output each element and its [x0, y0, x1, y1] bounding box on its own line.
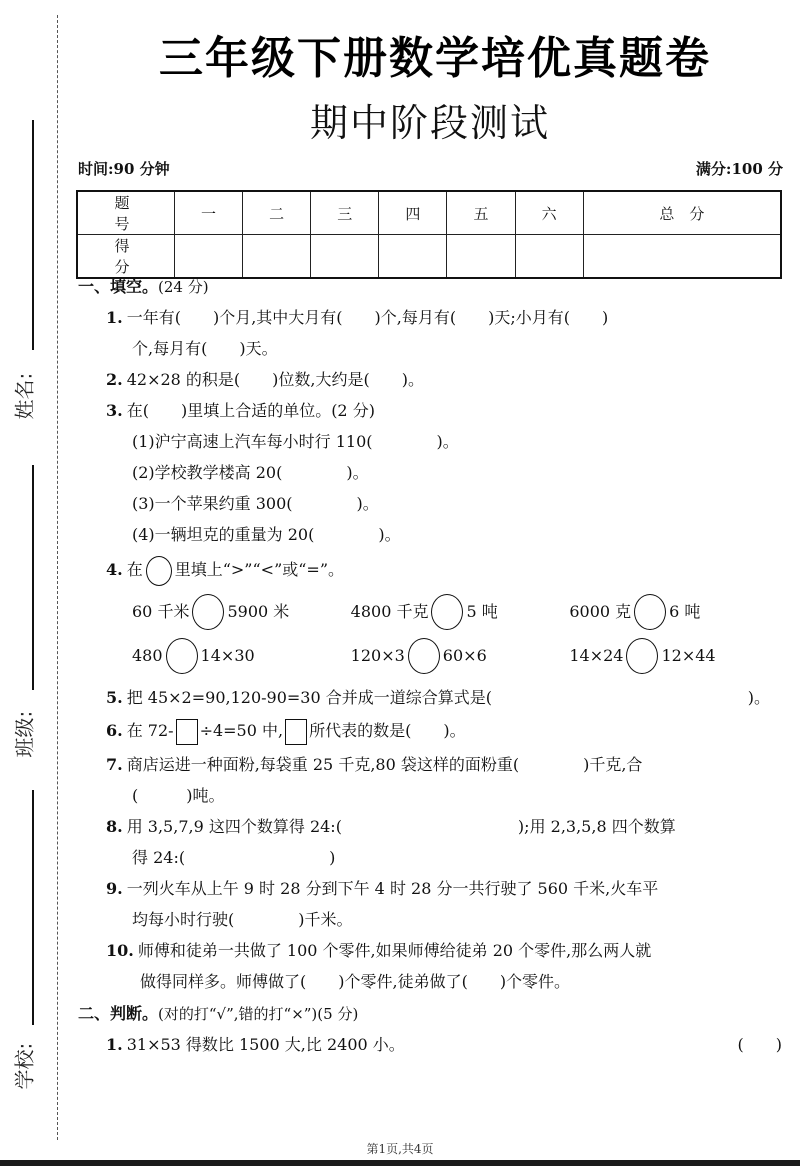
question-number: 3. — [106, 401, 123, 420]
score-table-cell: 得 分 — [77, 235, 175, 279]
comparison-answer-circle[interactable] — [166, 638, 198, 674]
question-6 — [78, 713, 788, 749]
question-number: 2. — [106, 370, 123, 389]
score-table-cell: 三 — [311, 191, 379, 235]
comparison-item — [569, 590, 788, 634]
answer-paren-close: )。 — [747, 688, 770, 707]
bottom-bar — [0, 1160, 800, 1166]
question-text: 一列火车从上午 9 时 28 分到下午 4 时 28 分一共行驶了 560 千米,火车平 — [126, 879, 659, 898]
comparison-left: 60 千米 — [132, 602, 190, 621]
comparison-right: 12×44 — [661, 646, 716, 665]
comparison-left: 4800 千克 — [350, 602, 429, 621]
question-text: 31×53 得数比 1500 大,比 2400 小。 — [126, 1035, 405, 1054]
question-1 — [78, 302, 788, 333]
question-10 — [78, 935, 788, 966]
score-table-cell: 五 — [447, 191, 515, 235]
question-1-cont — [78, 333, 788, 364]
comparison-right: 60×6 — [442, 646, 487, 665]
question-number: 8. — [106, 817, 123, 836]
score-table-cell: 六 — [515, 191, 583, 235]
question-text: 用 3,5,7,9 这四个数算得 24:( );用 2,3,5,8 四个数算 — [126, 817, 676, 836]
binding-dash-line — [57, 15, 58, 1140]
class-blank-line-lower — [32, 790, 34, 1025]
question-text: 在 — [126, 560, 143, 579]
question-number: 10. — [106, 941, 134, 960]
question-number: 5. — [106, 688, 123, 707]
comparison-row-2 — [78, 634, 788, 678]
comparison-item — [351, 590, 570, 634]
question-number: 1. — [106, 308, 123, 327]
comparison-answer-circle[interactable] — [408, 638, 440, 674]
comparison-answer-circle[interactable] — [431, 594, 463, 630]
question-text: 一年有( )个月,其中大月有( )个,每月有( )天;小月有( ) — [126, 308, 609, 327]
comparison-left: 480 — [132, 646, 163, 665]
section-1-points: (24 分) — [158, 278, 209, 296]
comparison-right: 5900 米 — [227, 602, 290, 621]
section-1-heading — [78, 272, 788, 302]
question-3-item-4: (4)一辆坦克的重量为 20( )。 — [132, 525, 401, 544]
school-label: 学校: — [12, 1042, 37, 1090]
unknown-box-icon — [285, 719, 307, 745]
question-3-item-3: (3)一个苹果约重 300( )。 — [132, 494, 379, 513]
question-text: 在 72- — [126, 721, 174, 740]
comparison-circle-icon — [146, 556, 172, 586]
question-text: 42×28 的积是( )位数,大约是( )。 — [126, 370, 424, 389]
question-7 — [78, 749, 788, 780]
comparison-left: 14×24 — [569, 646, 624, 665]
question-text: 里填上“>”“<”或“=”。 — [174, 560, 345, 579]
question-number: 7. — [106, 755, 123, 774]
score-table-header-row — [77, 191, 781, 235]
question-3-item-1: (1)沪宁高速上汽车每小时行 110( )。 — [132, 432, 459, 451]
exam-meta-row — [78, 158, 783, 179]
section-2-heading — [78, 999, 788, 1029]
section-2-note: (对的打“√”,错的打“×”)(5 分) — [158, 1005, 359, 1023]
exam-full-score: 满分:100 分 — [695, 160, 783, 178]
exam-time: 时间:90 分钟 — [78, 160, 170, 178]
question-4 — [78, 550, 788, 590]
question-9-cont: 均每小时行驶( )千米。 — [132, 910, 353, 929]
question-8 — [78, 811, 788, 842]
question-text: 把 45×2=90,120-90=30 合并成一道综合算式是( — [126, 688, 492, 707]
question-text: 师傅和徒弟一共做了 100 个零件,如果师傅给徒弟 20 个零件,那么两人就 — [137, 941, 652, 960]
unknown-box-icon — [176, 719, 198, 745]
question-text: 所代表的数是( )。 — [309, 721, 466, 740]
question-number: 9. — [106, 879, 123, 898]
question-9 — [78, 873, 788, 904]
question-text: 在( )里填上合适的单位。(2 分) — [126, 401, 375, 420]
score-table-cell: 四 — [379, 191, 447, 235]
score-table-cell: 二 — [243, 191, 311, 235]
comparison-left: 6000 克 — [569, 602, 632, 621]
name-blank-line — [32, 120, 34, 350]
comparison-answer-circle[interactable] — [634, 594, 666, 630]
question-text: 个,每月有( )天。 — [132, 339, 278, 358]
comparison-item — [132, 590, 351, 634]
comparison-left: 120×3 — [350, 646, 405, 665]
comparison-right: 14×30 — [200, 646, 255, 665]
class-label: 班级: — [12, 710, 37, 758]
question-8-cont: 得 24:( ) — [132, 848, 336, 867]
question-number: 1. — [106, 1035, 123, 1054]
question-2 — [78, 364, 788, 395]
comparison-row-1 — [78, 590, 788, 634]
comparison-item — [132, 634, 351, 678]
comparison-right: 6 吨 — [669, 602, 701, 621]
exam-subtitle: 期中阶段测试 — [309, 101, 550, 145]
score-table — [76, 190, 782, 279]
section-2-title: 二、判断。 — [78, 1004, 159, 1023]
question-number: 4. — [106, 560, 123, 579]
page-indicator: 第1页,共4页 — [366, 1142, 434, 1156]
exam-title: 三年级下册数学培优真题卷 — [159, 33, 711, 84]
score-table-cell: 总 分 — [583, 191, 781, 235]
comparison-item — [569, 634, 788, 678]
question-10-cont: 做得同样多。师傅做了( )个零件,徒弟做了( )个零件。 — [140, 972, 571, 991]
question-7-cont: ( )吨。 — [132, 786, 225, 805]
question-3-item-2: (2)学校教学楼高 20( )。 — [132, 463, 369, 482]
question-text: ÷4=50 中, — [199, 721, 284, 740]
judge-question-1 — [78, 1029, 788, 1060]
question-text: 商店运进一种面粉,每袋重 25 千克,80 袋这样的面粉重( )千克,合 — [126, 755, 643, 774]
comparison-answer-circle[interactable] — [192, 594, 224, 630]
section-1-title: 一、填空。 — [78, 277, 159, 296]
exam-content — [78, 272, 788, 1060]
name-label: 姓名: — [12, 372, 37, 420]
score-table-cell: 题 号 — [77, 191, 175, 235]
score-table-cell: 一 — [175, 191, 243, 235]
question-3 — [78, 395, 788, 426]
comparison-item — [351, 634, 570, 678]
question-number: 6. — [106, 721, 123, 740]
question-5 — [78, 682, 788, 713]
judge-answer-blank[interactable]: ( ) — [737, 1035, 782, 1054]
comparison-answer-circle[interactable] — [626, 638, 658, 674]
class-blank-line-upper — [32, 465, 34, 690]
comparison-right: 5 吨 — [466, 602, 498, 621]
